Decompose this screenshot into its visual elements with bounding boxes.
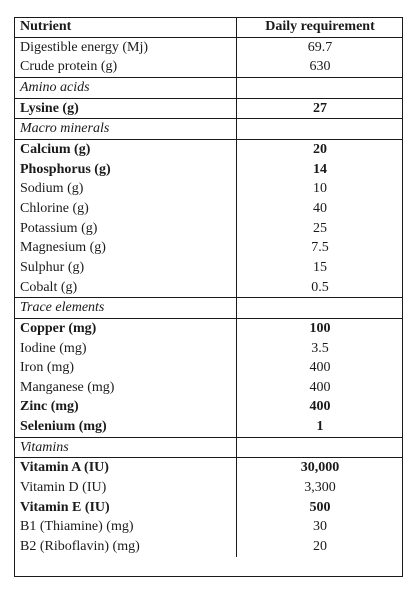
table-header-row (14, 17, 403, 37)
nutrient-name: Potassium (g) (14, 219, 237, 239)
nutrient-requirements-table (14, 17, 403, 557)
table-row (14, 397, 403, 417)
nutrient-name: Digestible energy (Mj) (14, 37, 237, 57)
requirement-value: 30,000 (300, 460, 340, 476)
requirement-value: 69.7 (307, 39, 333, 55)
nutrient-name: Vitamin E (IU) (14, 498, 237, 518)
requirement-value: 400 (309, 360, 331, 376)
table-row (14, 498, 403, 518)
table-row (14, 139, 403, 159)
section-header-row (14, 298, 403, 319)
requirement-value: 3.5 (311, 340, 329, 356)
section-label: Macro minerals (14, 119, 237, 140)
table-row (14, 37, 403, 57)
requirement-value: 40 (313, 200, 327, 216)
requirement-value: 27 (313, 100, 327, 116)
section-header-row (14, 77, 403, 98)
requirement-value: 3,300 (304, 480, 336, 496)
section-header-row (14, 119, 403, 140)
table-row (14, 199, 403, 219)
nutrient-name: Iodine (mg) (14, 339, 237, 359)
table-row (14, 179, 403, 199)
requirement-value: 500 (309, 499, 331, 515)
nutrient-name: Iron (mg) (14, 358, 237, 378)
requirement-value: 25 (313, 220, 327, 236)
table-row (14, 339, 403, 359)
nutrient-name: Manganese (mg) (14, 378, 237, 398)
nutrient-name: Sodium (g) (14, 179, 237, 199)
requirement-value: 14 (313, 161, 327, 177)
nutrient-name: Selenium (mg) (14, 417, 237, 437)
requirement-value: 630 (309, 59, 331, 75)
requirement-value: 15 (313, 259, 327, 275)
table-row (14, 160, 403, 180)
table-row (14, 417, 403, 437)
nutrient-name: Vitamin D (IU) (14, 478, 237, 498)
nutrient-name: Lysine (g) (14, 98, 237, 119)
table-row (14, 98, 403, 119)
nutrient-name: Magnesium (g) (14, 238, 237, 258)
table-row (14, 278, 403, 298)
requirement-value: 0.5 (311, 279, 329, 295)
table-row (14, 537, 403, 557)
nutrient-name: B1 (Thiamine) (mg) (14, 517, 237, 537)
table-body (14, 37, 403, 557)
requirement-value: 20 (313, 539, 327, 555)
nutrient-name: Copper (mg) (14, 318, 237, 338)
section-label: Amino acids (14, 77, 237, 98)
table-row (14, 219, 403, 239)
section-header-row (14, 437, 403, 458)
nutrient-name: Vitamin A (IU) (14, 458, 237, 478)
requirement-value: 400 (309, 379, 331, 395)
table-row (14, 318, 403, 338)
table-row (14, 57, 403, 77)
section-empty-cell (237, 437, 404, 458)
nutrient-name: B2 (Riboflavin) (mg) (14, 537, 237, 557)
nutrient-name: Phosphorus (g) (14, 160, 237, 180)
requirement-value: 1 (316, 419, 324, 435)
nutrient-name: Cobalt (g) (14, 278, 237, 298)
section-label: Trace elements (14, 298, 237, 319)
section-empty-cell (237, 119, 404, 140)
section-empty-cell (237, 77, 404, 98)
requirement-value: 30 (313, 519, 327, 535)
table-row (14, 478, 403, 498)
requirement-value: 20 (313, 141, 327, 157)
table-row (14, 378, 403, 398)
requirement-value: 10 (313, 181, 327, 197)
nutrient-name: Sulphur (g) (14, 258, 237, 278)
table-row (14, 358, 403, 378)
section-empty-cell (237, 298, 404, 319)
section-label: Vitamins (14, 437, 237, 458)
nutrient-name: Chlorine (g) (14, 199, 237, 219)
requirement-value: 7.5 (311, 240, 329, 256)
table-row (14, 238, 403, 258)
table-row (14, 517, 403, 537)
header-nutrient: Nutrient (14, 17, 237, 37)
nutrient-name: Zinc (mg) (14, 397, 237, 417)
nutrient-name: Crude protein (g) (14, 57, 237, 77)
nutrient-name: Calcium (g) (14, 139, 237, 159)
table-row (14, 458, 403, 478)
header-daily-requirement: Daily requirement (237, 17, 404, 37)
table-row (14, 258, 403, 278)
requirement-value: 400 (309, 399, 331, 415)
requirement-value: 100 (309, 320, 331, 336)
